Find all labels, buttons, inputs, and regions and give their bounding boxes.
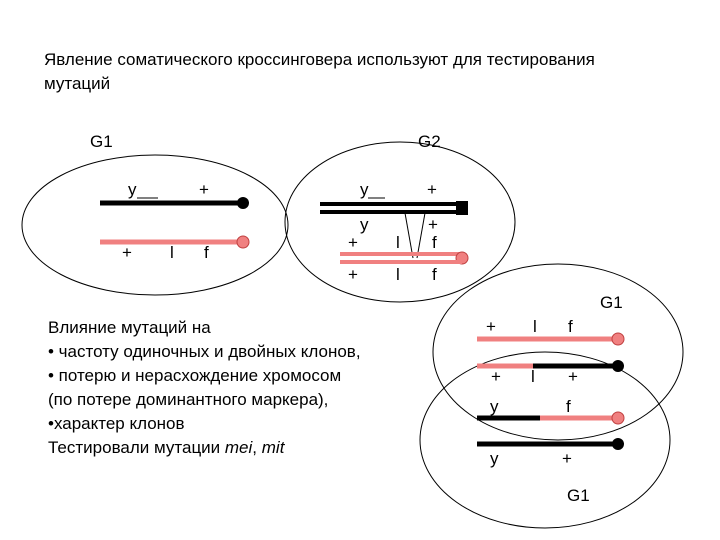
generation-label-g2-top: G2 <box>418 132 441 151</box>
crossover-line <box>417 213 425 258</box>
info-bullet-chromosome-loss-cont: (по потере доминантного маркера), <box>48 390 329 409</box>
info-bullet-clone-frequency: • частоту одиночных и двойных клонов, <box>48 342 361 361</box>
marker-plus: + <box>199 180 209 199</box>
marker-plus: + <box>428 215 438 234</box>
cell-left-ellipse <box>22 155 288 295</box>
info-bullet-clone-character: •характер клонов <box>48 414 185 433</box>
marker-l: l <box>396 233 400 252</box>
mutation-effects-text <box>48 316 428 460</box>
marker-plus: + <box>491 367 501 386</box>
generation-label-g1-bottom: G1 <box>567 486 590 505</box>
marker-plus: + <box>348 265 358 284</box>
marker-l: l <box>531 367 535 386</box>
middle-cell-mutant-chromatids <box>340 252 468 264</box>
info-tested-mutations <box>48 436 428 460</box>
mutation-mei: mei <box>224 438 253 457</box>
marker-f: f <box>568 317 573 336</box>
marker-y: y <box>490 397 499 416</box>
marker-plus: + <box>486 317 496 336</box>
marker-l: l <box>170 243 174 262</box>
tested-prefix: Тестировали мутации <box>48 438 225 457</box>
left-cell-top-chromatid <box>100 197 249 209</box>
marker-y: y <box>490 449 499 468</box>
generation-label-g1-top: G1 <box>90 132 113 151</box>
mutation-mit: mit <box>261 438 285 457</box>
marker-plus: + <box>348 233 358 252</box>
slide-title: Явление соматического кроссинговера используют для тестирования мутаций <box>44 50 595 93</box>
marker-l: l <box>396 265 400 284</box>
middle-cell-wild-type-chromatids <box>320 201 468 215</box>
marker-plus: + <box>427 180 437 199</box>
centromere <box>612 438 624 450</box>
right-bottom-recombinant-chromatid <box>477 412 624 424</box>
info-heading: Влияние мутаций на <box>48 318 211 337</box>
info-bullet-chromosome-loss: • потерю и нерасхождение хромосом <box>48 366 342 385</box>
cell-middle-ellipse <box>285 142 515 302</box>
marker-plus: + <box>562 449 572 468</box>
centromere <box>612 360 624 372</box>
right-top-mutant-chromatid <box>477 333 624 345</box>
marker-y: y <box>360 215 369 234</box>
marker-plus: + <box>568 367 578 386</box>
centromere <box>237 236 249 248</box>
marker-plus: + <box>122 243 132 262</box>
marker-y: y <box>128 180 137 199</box>
marker-f: f <box>566 397 571 416</box>
centromere <box>456 201 468 215</box>
centromere <box>612 412 624 424</box>
centromere <box>237 197 249 209</box>
marker-l: l <box>533 317 537 336</box>
marker-f: f <box>204 243 209 262</box>
marker-y: y <box>360 180 369 199</box>
crossover-line <box>405 213 413 258</box>
marker-f: f <box>432 265 437 284</box>
centromere <box>612 333 624 345</box>
marker-f: f <box>432 233 437 252</box>
generation-label-g1-right: G1 <box>600 293 623 312</box>
mutation-separator: , <box>252 438 262 457</box>
